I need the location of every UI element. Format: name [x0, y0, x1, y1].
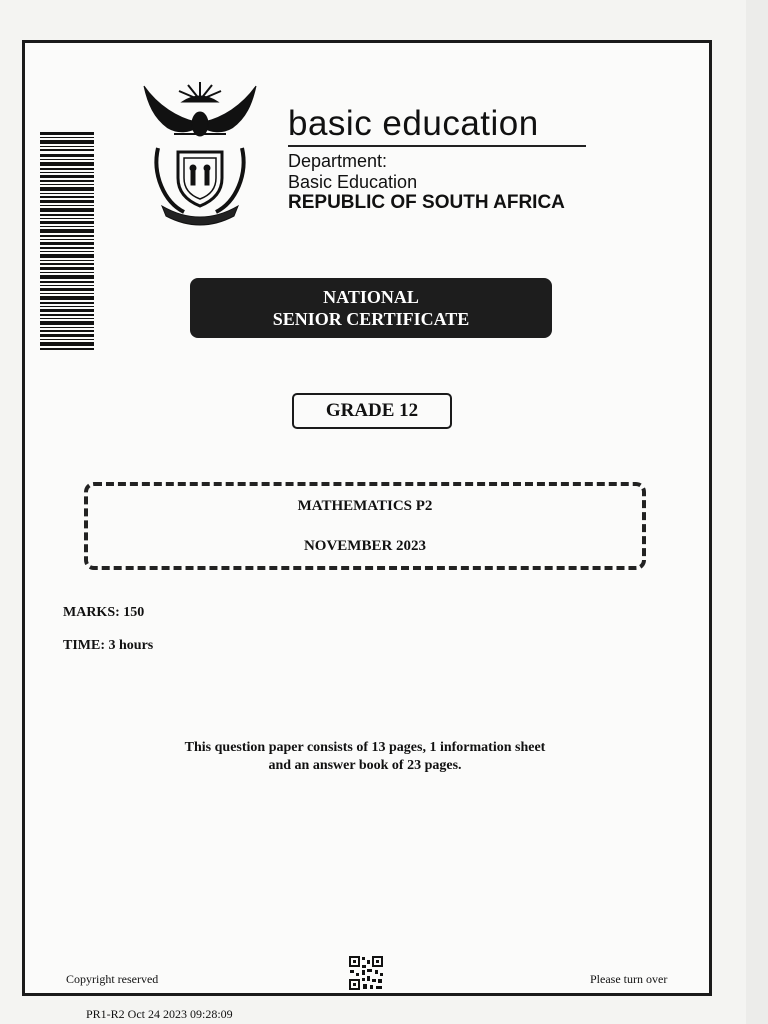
- barcode-icon: [40, 132, 94, 350]
- turn-over-text: Please turn over: [590, 972, 668, 986]
- department-name: Basic Education: [288, 172, 418, 192]
- brand-underline: [288, 145, 586, 147]
- print-stamp: PR1-R2 Oct 24 2023 09:28:09: [86, 1007, 233, 1021]
- certificate-banner: [190, 278, 552, 338]
- department-label: Department:: [288, 151, 388, 171]
- exam-box: [84, 482, 646, 570]
- scan-edge: [746, 0, 768, 1024]
- certificate-line1: NATIONAL: [323, 287, 419, 307]
- marks-text: MARKS: 150: [63, 605, 145, 620]
- south-africa-coat-of-arms-icon: [138, 78, 262, 226]
- qr-code-icon: [348, 955, 384, 991]
- exam-subject: MATHEMATICS P2: [297, 498, 433, 514]
- grade-label: GRADE 12: [292, 393, 452, 429]
- certificate-line2: SENIOR CERTIFICATE: [272, 309, 470, 329]
- brand-title: basic education: [288, 104, 539, 143]
- exam-session: NOVEMBER 2023: [303, 538, 427, 554]
- page-count-note-line2: and an answer book of 23 pages.: [268, 758, 462, 773]
- time-text: TIME: 3 hours: [63, 638, 154, 653]
- page-count-note-line1: This question paper consists of 13 pages, 1 information sheet: [184, 740, 546, 755]
- country-name: REPUBLIC OF SOUTH AFRICA: [288, 192, 565, 213]
- copyright-text: Copyright reserved: [66, 972, 159, 986]
